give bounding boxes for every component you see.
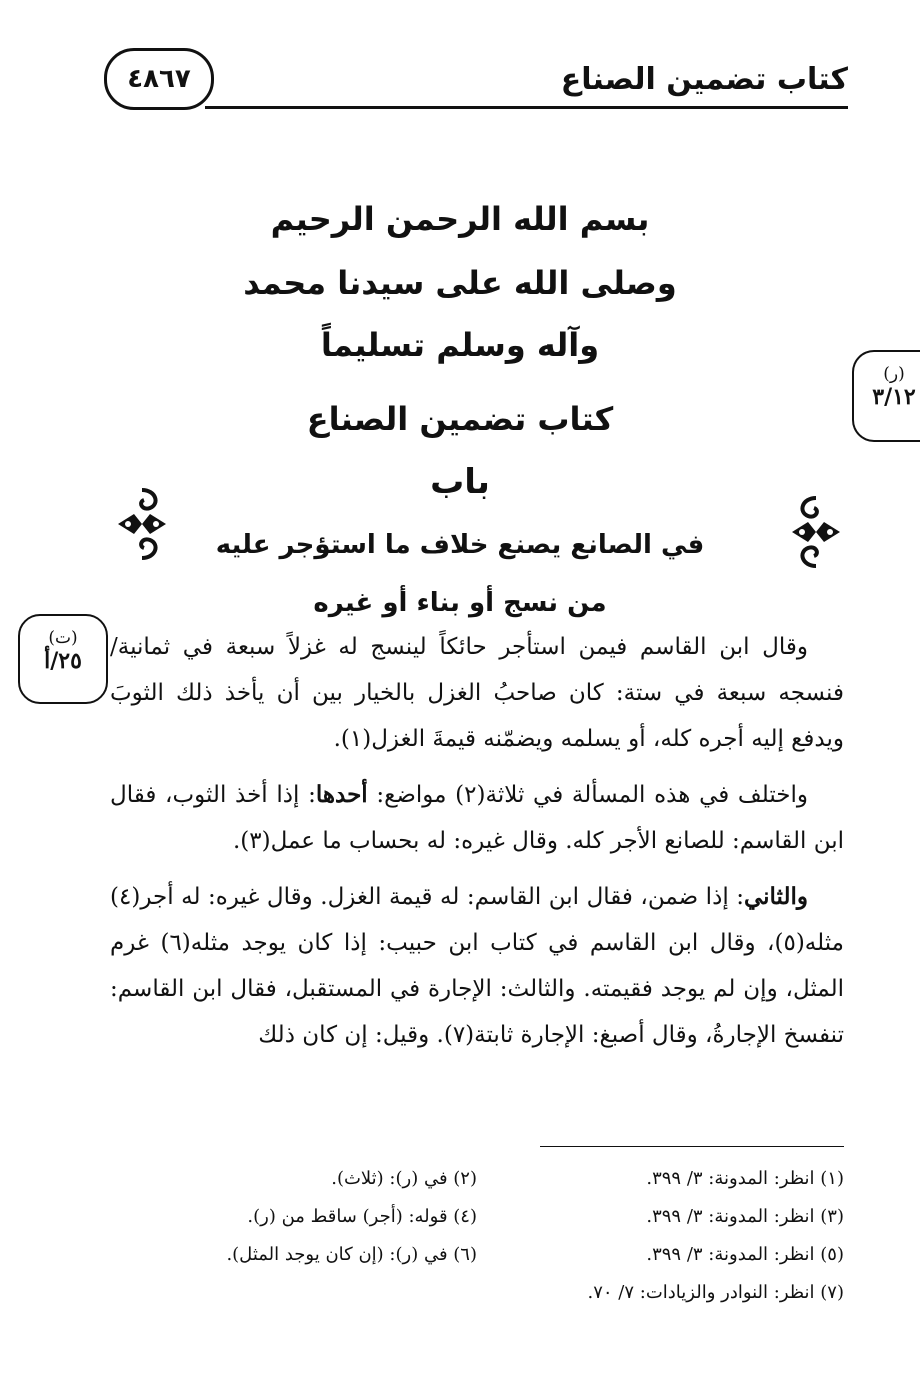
footnote-6: (٦) في (ر): (إن كان يوجد المثل). — [226, 1244, 477, 1265]
page-number: ٤٨٦٧ — [127, 64, 191, 94]
manuscript-ref-left — [18, 614, 108, 704]
footnote-7: (٧) انظر: النوادر والزيادات: ٧/ ٧٠. — [587, 1282, 844, 1303]
chapter-subtitle-1: في الصانع يصنع خلاف ما استؤجر عليه — [215, 530, 705, 560]
page-number-badge — [104, 48, 214, 110]
footnote-4: (٤) قوله: (أجر) ساقط من (ر). — [247, 1206, 477, 1227]
manuscript-folio: ٣/١٢ — [872, 384, 916, 411]
footnote-2: (٢) في (ر): (ثلاث). — [331, 1168, 477, 1189]
footnote-1: (١) انظر: المدونة: ٣/ ٣٩٩. — [646, 1168, 844, 1189]
footnote-5: (٥) انظر: المدونة: ٣/ ٣٩٩. — [646, 1244, 844, 1265]
manuscript-code: (ر) — [883, 364, 905, 384]
salam-heading: وآله وسلم تسليماً — [320, 326, 600, 364]
footnote-rule — [540, 1146, 844, 1147]
footnotes — [110, 1160, 844, 1312]
book-title: كتاب تضمين الصناع — [306, 400, 614, 438]
paragraph-3: والثاني: إذا ضمن، فقال ابن القاسم: له قيمة الغزل. وقال غيره: له أجر(٤) مثله(٥)، وقال ابن القاسم في كتاب ابن حبيب: إذا كان يوجد مثله(٦) غرم المثل، وإن لم يوجد فقيمته. والثالث: الإجارة في المستقبل، فقال ابن القاسم: تنفسخ الإجارةُ، وقال أصبغ: الإجارة ثابتة(٧). وقيل: إن كان ذلك — [110, 883, 844, 1048]
main-text — [110, 624, 844, 1068]
manuscript-ref-right — [852, 350, 920, 442]
manuscript-folio: ٢٥/أ — [44, 648, 82, 675]
bab-heading: باب — [430, 462, 490, 502]
manuscript-code: (ت) — [48, 628, 78, 648]
header-rule — [205, 106, 848, 109]
chapter-subtitle-2: من نسج أو بناء أو غيره — [313, 588, 607, 618]
floral-ornament-left-icon — [112, 484, 172, 568]
paragraph-2: واختلف في هذه المسألة في ثلاثة(٢) مواضع: أحدها: إذا أخذ الثوب، فقال ابن القاسم: للصانع الأجر كله. وقال غيره: له بحساب ما عمل(٣). — [110, 781, 844, 854]
floral-ornament-right-icon — [786, 492, 846, 576]
paragraph-1: وقال ابن القاسم فيمن استأجر حائكاً لينسج له غزلاً سبعة في ثمانية/ فنسجه سبعة في ستة: كان صاحبُ الغزل بالخيار بين أن يأخذ ذلك الثوبَ ويدفع إليه أجره كله، أو يسلمه ويضمّنه قيمةَ الغزل(١). — [110, 634, 844, 752]
basmala-heading: بسم الله الرحمن الرحيم — [270, 200, 650, 238]
salat-heading: وصلى الله على سيدنا محمد — [243, 264, 677, 302]
running-header-title: كتاب تضمين الصناع — [560, 62, 848, 97]
footnote-3: (٣) انظر: المدونة: ٣/ ٣٩٩. — [646, 1206, 844, 1227]
